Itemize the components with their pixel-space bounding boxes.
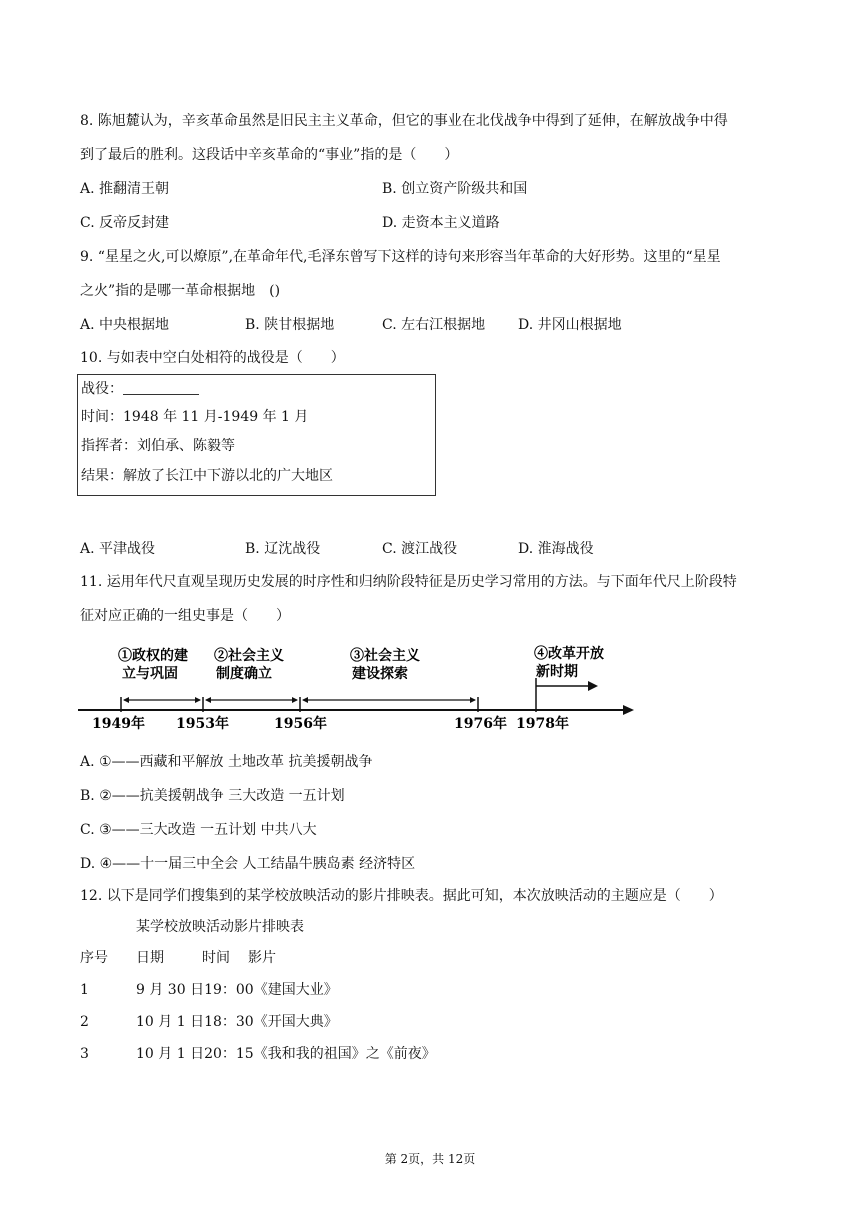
year-1956: 1956年	[274, 716, 327, 732]
q8-option-a: A. 推翻清王朝	[80, 181, 170, 197]
q10-blank	[123, 380, 199, 395]
q11-option-b: B. ②——抗美援朝战争 三大改造 一五计划	[80, 788, 345, 804]
q12-header-no: 序号	[80, 950, 108, 966]
q10-option-c: C. 渡江战役	[382, 541, 458, 557]
q10-option-a: A. 平津战役	[80, 541, 156, 557]
q9-stem-line2: 之火”指的是哪一革命根据地 ()	[80, 283, 281, 299]
q12-row-1-text: 9 月 30 日19：00《建国大业》	[136, 982, 338, 998]
q11-stem-line2: 征对应正确的一组史事是（ ）	[80, 608, 290, 624]
q10-stem: 10. 与如表中空白处相符的战役是（ ）	[80, 350, 345, 366]
q9-stem-line1: 9. “星星之火,可以燎原”,在革命年代,毛泽东曾写下这样的诗句来形容当年革命的大好形势。这里的“星星	[80, 249, 721, 265]
q10-option-b: B. 辽沈战役	[245, 541, 321, 557]
year-1976: 1976年	[454, 716, 507, 732]
year-1978: 1978年	[516, 716, 569, 732]
stage-4-line2: 新时期	[536, 664, 578, 680]
page-footer: 第 2页，共 12页	[384, 1152, 476, 1166]
stage-2-line1: ②社会主义	[214, 648, 284, 664]
stage-4-line1: ④改革开放	[534, 646, 604, 662]
q8-option-b: B. 创立资产阶级共和国	[382, 181, 528, 197]
stage-1-line1: ①政权的建	[118, 648, 188, 664]
q12-header-time: 时间	[202, 950, 230, 966]
q10-info-table	[77, 374, 436, 496]
q9-option-c: C. 左右江根据地	[382, 317, 486, 333]
q12-header-date: 日期	[136, 950, 164, 966]
timeline-figure	[78, 640, 638, 735]
q8-stem-line2: 到了最后的胜利。这段话中辛亥革命的“事业”指的是（ ）	[80, 147, 459, 163]
q8-option-c: C. 反帝反封建	[80, 215, 170, 231]
q10-option-d: D. 淮海战役	[518, 541, 594, 557]
q12-row-2-text: 10 月 1 日18：30《开国大典》	[136, 1014, 338, 1030]
q10-campaign-label: 战役：	[81, 381, 123, 397]
q8-option-d: D. 走资本主义道路	[382, 215, 500, 231]
stage-1-line2: 立与巩固	[122, 666, 178, 682]
year-1949: 1949年	[92, 716, 145, 732]
timeline-arrowhead	[623, 705, 634, 715]
q12-row-1-no: 1	[80, 982, 89, 998]
q12-row-2-no: 2	[80, 1014, 89, 1030]
q9-option-b: B. 陕甘根据地	[245, 317, 335, 333]
q11-option-c: C. ③——三大改造 一五计划 中共八大	[80, 822, 317, 838]
stage-3-line1: ③社会主义	[350, 648, 420, 664]
q10-campaign-row	[81, 379, 199, 399]
q12-table-title: 某学校放映活动影片排映表	[136, 919, 304, 935]
year-1953: 1953年	[176, 716, 229, 732]
q12-stem: 12. 以下是同学们搜集到的某学校放映活动的影片排映表。据此可知，本次放映活动的主题应是（ ）	[80, 888, 723, 904]
stage-3-line2: 建设探索	[352, 666, 408, 682]
q12-row-3-no: 3	[80, 1046, 89, 1062]
q11-option-a: A. ①——西藏和平解放 土地改革 抗美援朝战争	[80, 754, 373, 770]
q10-commander-row: 指挥者：刘伯承、陈毅等	[81, 438, 235, 454]
q10-time-row: 时间：1948 年 11 月-1949 年 1 月	[81, 409, 309, 425]
q12-header-film: 影片	[248, 950, 276, 966]
q11-stem-line1: 11. 运用年代尺直观呈现历史发展的时序性和归纳阶段特征是历史学习常用的方法。与下面年代尺上阶段特	[80, 574, 737, 590]
stage-2-line2: 制度确立	[216, 666, 272, 682]
q11-option-d: D. ④——十一届三中全会 人工结晶牛胰岛素 经济特区	[80, 856, 416, 872]
q12-row-3-text: 10 月 1 日20：15《我和我的祖国》之《前夜》	[136, 1046, 436, 1062]
q9-option-d: D. 井冈山根据地	[518, 317, 622, 333]
q10-result-row: 结果：解放了长江中下游以北的广大地区	[81, 468, 333, 484]
q9-option-a: A. 中央根据地	[80, 317, 170, 333]
q8-stem-line1: 8. 陈旭麓认为，辛亥革命虽然是旧民主主义革命，但它的事业在北伐战争中得到了延伸，在解放战争中得	[80, 113, 728, 129]
